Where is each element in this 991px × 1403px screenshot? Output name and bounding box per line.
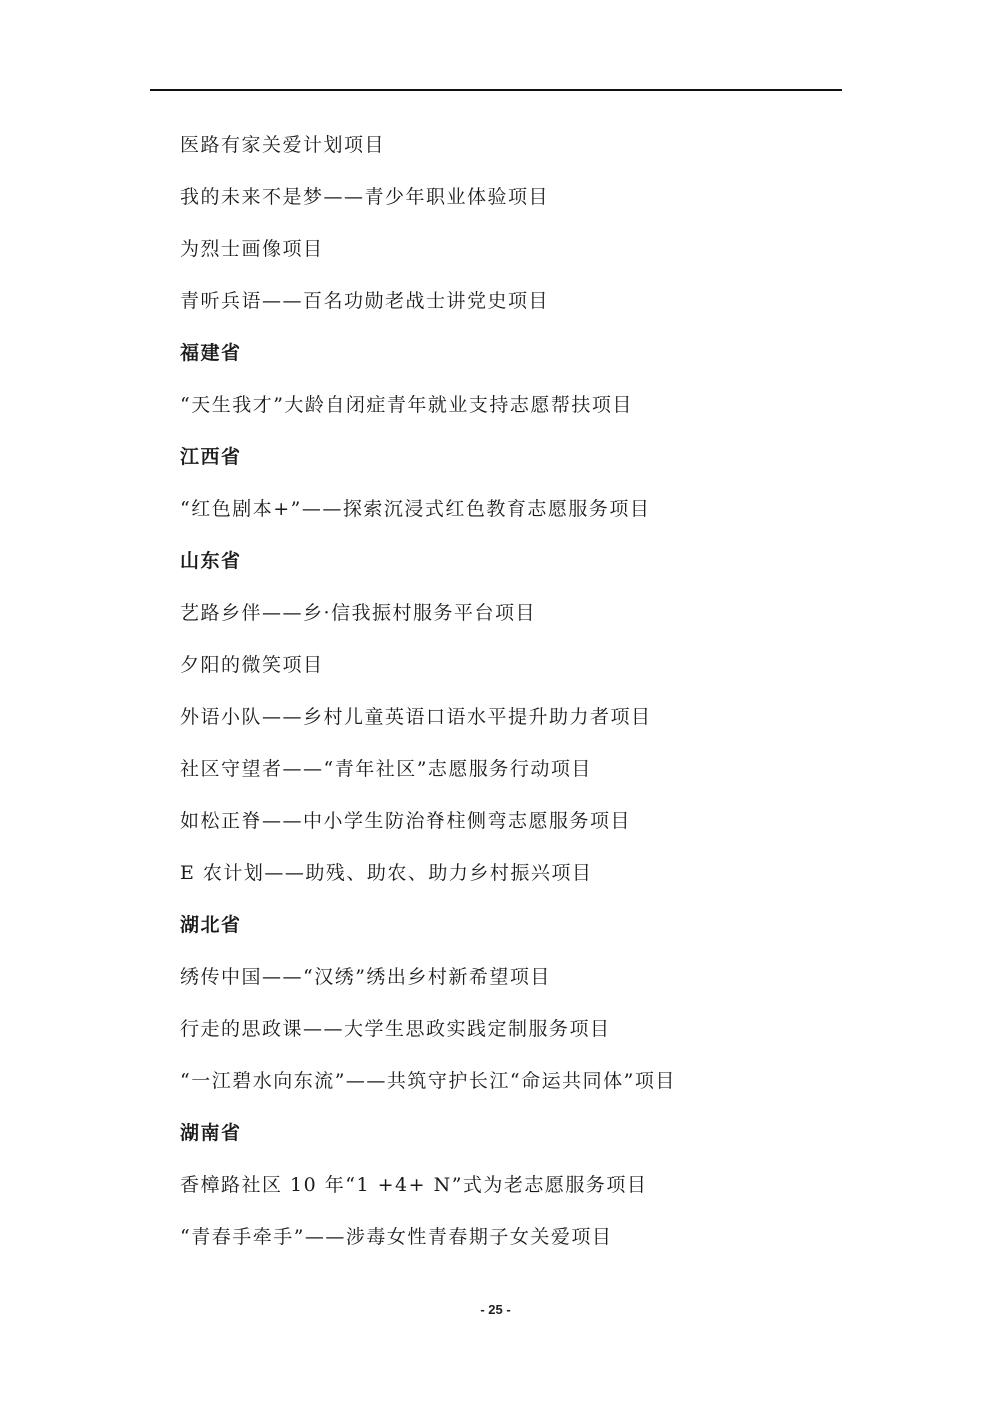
project-item: 夕阳的微笑项目 (180, 654, 324, 676)
header-rule (150, 89, 842, 91)
project-item: 如松正脊——中小学生防治脊柱侧弯志愿服务项目 (180, 810, 632, 832)
project-item: “一江碧水向东流”——共筑守护长江“命运共同体”项目 (180, 1070, 676, 1092)
document-body (180, 129, 820, 1273)
project-item: 我的未来不是梦——青少年职业体验项目 (180, 186, 550, 208)
province-heading: 福建省 (180, 342, 242, 364)
project-item: 行走的思政课——大学生思政实践定制服务项目 (180, 1018, 611, 1040)
project-item: 为烈士画像项目 (180, 238, 324, 260)
province-heading: 湖南省 (180, 1122, 242, 1144)
project-item: E 农计划——助残、助农、助力乡村振兴项目 (180, 862, 593, 884)
project-item: “红色剧本+”——探索沉浸式红色教育志愿服务项目 (180, 498, 651, 520)
project-item: “青春手牵手”——涉毒女性青春期子女关爱项目 (180, 1226, 613, 1248)
page-number: - 25 - (480, 1302, 511, 1317)
project-item: 香樟路社区 10 年“1 +4+ N”式为老志愿服务项目 (180, 1174, 648, 1196)
project-item: 青听兵语——百名功勋老战士讲党史项目 (180, 290, 550, 312)
province-heading: 江西省 (180, 446, 242, 468)
project-item: 社区守望者——“青年社区”志愿服务行动项目 (180, 758, 592, 780)
project-item: “天生我才”大龄自闭症青年就业支持志愿帮扶项目 (180, 394, 633, 416)
province-heading: 山东省 (180, 550, 242, 572)
province-heading: 湖北省 (180, 914, 242, 936)
project-item: 绣传中国——“汉绣”绣出乡村新希望项目 (180, 966, 551, 988)
project-item: 艺路乡伴——乡·信我振村服务平台项目 (180, 602, 537, 624)
project-item: 外语小队——乡村儿童英语口语水平提升助力者项目 (180, 706, 652, 728)
project-item: 医路有家关爱计划项目 (180, 134, 386, 156)
